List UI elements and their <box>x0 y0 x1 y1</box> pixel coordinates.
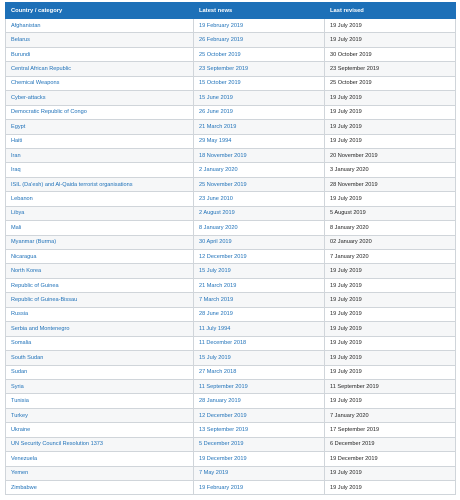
table-row <box>6 278 456 292</box>
header-latest-news: Latest news <box>194 3 325 19</box>
table-row <box>6 379 456 393</box>
country-link[interactable]: South Sudan <box>6 351 194 365</box>
latest-news-link[interactable]: 25 October 2019 <box>194 47 325 61</box>
last-revised-date: 25 October 2019 <box>325 76 456 90</box>
last-revised-date: 19 July 2019 <box>325 481 456 495</box>
latest-news-link[interactable]: 21 March 2019 <box>194 278 325 292</box>
table-row <box>6 163 456 177</box>
last-revised-date: 19 July 2019 <box>325 336 456 350</box>
country-link[interactable]: ISIL (Da'esh) and Al-Qaida terrorist organisations <box>6 177 194 191</box>
last-revised-date: 7 January 2020 <box>325 250 456 264</box>
country-link[interactable]: Belarus <box>6 33 194 47</box>
last-revised-date: 17 September 2019 <box>325 423 456 437</box>
country-link[interactable]: Iraq <box>6 163 194 177</box>
table-row <box>6 466 456 480</box>
country-link[interactable]: Tunisia <box>6 394 194 408</box>
latest-news-link[interactable]: 12 December 2019 <box>194 408 325 422</box>
country-link[interactable]: Iran <box>6 148 194 162</box>
last-revised-date: 19 July 2019 <box>325 192 456 206</box>
header-last-revised: Last revised <box>325 3 456 19</box>
latest-news-link[interactable]: 21 March 2019 <box>194 120 325 134</box>
table-row <box>6 177 456 191</box>
table-row <box>6 62 456 76</box>
table-row <box>6 250 456 264</box>
country-link[interactable]: Zimbabwe <box>6 481 194 495</box>
country-link[interactable]: Chemical Weapons <box>6 76 194 90</box>
latest-news-link[interactable]: 5 December 2019 <box>194 437 325 451</box>
country-link[interactable]: North Korea <box>6 264 194 278</box>
last-revised-date: 5 August 2019 <box>325 206 456 220</box>
latest-news-link[interactable]: 23 September 2019 <box>194 62 325 76</box>
latest-news-link[interactable]: 8 January 2020 <box>194 221 325 235</box>
country-link[interactable]: Nicaragua <box>6 250 194 264</box>
country-link[interactable]: Sudan <box>6 365 194 379</box>
header-country: Country / category <box>6 3 194 19</box>
table-row <box>6 408 456 422</box>
table-row <box>6 206 456 220</box>
country-link[interactable]: Turkey <box>6 408 194 422</box>
latest-news-link[interactable]: 29 May 1994 <box>194 134 325 148</box>
table-row <box>6 47 456 61</box>
country-link[interactable]: Yemen <box>6 466 194 480</box>
latest-news-link[interactable]: 12 December 2019 <box>194 250 325 264</box>
latest-news-link[interactable]: 27 March 2018 <box>194 365 325 379</box>
table-row <box>6 481 456 495</box>
last-revised-date: 3 January 2020 <box>325 163 456 177</box>
last-revised-date: 6 December 2019 <box>325 437 456 451</box>
latest-news-link[interactable]: 26 June 2019 <box>194 105 325 119</box>
country-link[interactable]: Libya <box>6 206 194 220</box>
latest-news-link[interactable]: 25 November 2019 <box>194 177 325 191</box>
table-row <box>6 452 456 466</box>
country-link[interactable]: Somalia <box>6 336 194 350</box>
latest-news-link[interactable]: 28 January 2019 <box>194 394 325 408</box>
table-row <box>6 336 456 350</box>
header-row <box>6 3 456 19</box>
table-row <box>6 19 456 33</box>
table-row <box>6 293 456 307</box>
latest-news-link[interactable]: 7 March 2019 <box>194 293 325 307</box>
last-revised-date: 30 October 2019 <box>325 47 456 61</box>
latest-news-link[interactable]: 19 December 2019 <box>194 452 325 466</box>
last-revised-date: 19 July 2019 <box>325 134 456 148</box>
sanctions-table <box>5 2 456 495</box>
table-row <box>6 221 456 235</box>
latest-news-link[interactable]: 13 September 2019 <box>194 423 325 437</box>
latest-news-link[interactable]: 28 June 2019 <box>194 307 325 321</box>
table-row <box>6 105 456 119</box>
country-link[interactable]: Burundi <box>6 47 194 61</box>
country-link[interactable]: Venezuela <box>6 452 194 466</box>
country-link[interactable]: Russia <box>6 307 194 321</box>
latest-news-link[interactable]: 23 June 2010 <box>194 192 325 206</box>
last-revised-date: 19 July 2019 <box>325 105 456 119</box>
table-body <box>6 19 456 495</box>
last-revised-date: 23 September 2019 <box>325 62 456 76</box>
table-row <box>6 91 456 105</box>
country-link[interactable]: Republic of Guinea <box>6 278 194 292</box>
country-link[interactable]: Afghanistan <box>6 19 194 33</box>
last-revised-date: 19 July 2019 <box>325 91 456 105</box>
table-header <box>6 3 456 19</box>
sanctions-table-container <box>5 2 455 495</box>
latest-news-link[interactable]: 18 November 2019 <box>194 148 325 162</box>
table-row <box>6 322 456 336</box>
last-revised-date: 19 July 2019 <box>325 19 456 33</box>
last-revised-date: 02 January 2020 <box>325 235 456 249</box>
last-revised-date: 7 January 2020 <box>325 408 456 422</box>
country-link[interactable]: Central African Republic <box>6 62 194 76</box>
latest-news-link[interactable]: 30 April 2019 <box>194 235 325 249</box>
table-row <box>6 264 456 278</box>
last-revised-date: 28 November 2019 <box>325 177 456 191</box>
country-link[interactable]: Cyber-attacks <box>6 91 194 105</box>
last-revised-date: 20 November 2019 <box>325 148 456 162</box>
country-link[interactable]: Egypt <box>6 120 194 134</box>
country-link[interactable]: Ukraine <box>6 423 194 437</box>
latest-news-link[interactable]: 15 July 2019 <box>194 264 325 278</box>
table-row <box>6 423 456 437</box>
country-link[interactable]: Haiti <box>6 134 194 148</box>
table-row <box>6 437 456 451</box>
latest-news-link[interactable]: 11 September 2019 <box>194 379 325 393</box>
table-row <box>6 148 456 162</box>
country-link[interactable]: UN Security Council Resolution 1373 <box>6 437 194 451</box>
table-row <box>6 351 456 365</box>
latest-news-link[interactable]: 2 August 2019 <box>194 206 325 220</box>
table-row <box>6 307 456 321</box>
last-revised-date: 19 December 2019 <box>325 452 456 466</box>
last-revised-date: 8 January 2020 <box>325 221 456 235</box>
last-revised-date: 19 July 2019 <box>325 307 456 321</box>
table-row <box>6 365 456 379</box>
latest-news-link[interactable]: 26 February 2019 <box>194 33 325 47</box>
country-link[interactable]: Democratic Republic of Congo <box>6 105 194 119</box>
last-revised-date: 11 September 2019 <box>325 379 456 393</box>
latest-news-link[interactable]: 19 February 2019 <box>194 19 325 33</box>
last-revised-date: 19 July 2019 <box>325 120 456 134</box>
table-row <box>6 76 456 90</box>
table-row <box>6 120 456 134</box>
table-row <box>6 33 456 47</box>
country-link[interactable]: Republic of Guinea-Bissau <box>6 293 194 307</box>
last-revised-date: 19 July 2019 <box>325 278 456 292</box>
latest-news-link[interactable]: 19 February 2019 <box>194 481 325 495</box>
latest-news-link[interactable]: 15 July 2019 <box>194 351 325 365</box>
latest-news-link[interactable]: 15 October 2019 <box>194 76 325 90</box>
country-link[interactable]: Lebanon <box>6 192 194 206</box>
country-link[interactable]: Myanmar (Burma) <box>6 235 194 249</box>
latest-news-link[interactable]: 11 July 1994 <box>194 322 325 336</box>
last-revised-date: 19 July 2019 <box>325 264 456 278</box>
last-revised-date: 19 July 2019 <box>325 322 456 336</box>
last-revised-date: 19 July 2019 <box>325 33 456 47</box>
last-revised-date: 19 July 2019 <box>325 351 456 365</box>
table-row <box>6 235 456 249</box>
latest-news-link[interactable]: 15 June 2019 <box>194 91 325 105</box>
latest-news-link[interactable]: 7 May 2019 <box>194 466 325 480</box>
last-revised-date: 19 July 2019 <box>325 365 456 379</box>
country-link[interactable]: Mali <box>6 221 194 235</box>
table-row <box>6 394 456 408</box>
latest-news-link[interactable]: 11 December 2018 <box>194 336 325 350</box>
table-row <box>6 192 456 206</box>
last-revised-date: 19 July 2019 <box>325 466 456 480</box>
last-revised-date: 19 July 2019 <box>325 293 456 307</box>
latest-news-link[interactable]: 2 January 2020 <box>194 163 325 177</box>
last-revised-date: 19 July 2019 <box>325 394 456 408</box>
table-row <box>6 134 456 148</box>
country-link[interactable]: Syria <box>6 379 194 393</box>
country-link[interactable]: Serbia and Montenegro <box>6 322 194 336</box>
